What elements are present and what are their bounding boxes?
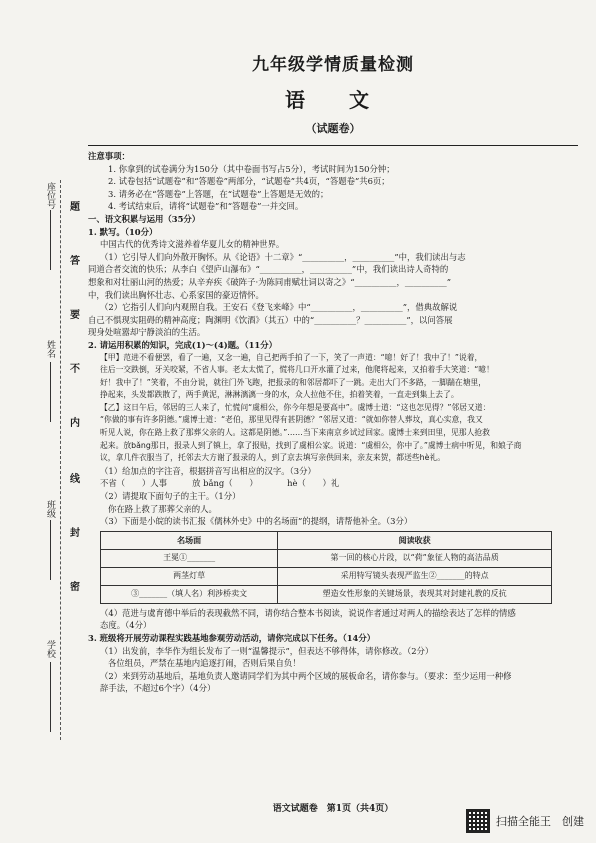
seal-char: 要 — [70, 310, 80, 321]
sub-question: （2）请提取下面句子的主干。（1分） — [100, 491, 241, 502]
notice-item: 1. 你拿到的试卷满分为150分（其中卷面书写占5分），考试时间为150分钟； — [108, 163, 395, 174]
question-1-text: （2）它指引人们向内观照自我。王安石《登飞来峰》中“__________，__________”，借典故解说 — [100, 302, 458, 313]
passage-line: 好！我中了！”笑着，不由分说，就往门外飞跑，把报录的和邻居都吓了一跳。走出大门不多路，一脚踹在塘里， — [100, 377, 487, 387]
passage-line: 起来。放bǎng那日，报录人到了镇上，拿了报贴，找到了虞相公家。说道：“虞相公，你中了。”虞博士病中听见，和娘子商 — [100, 440, 522, 450]
name-label: 姓名 — [45, 340, 55, 358]
seal-char: 题 — [70, 202, 80, 213]
scanner-label: 扫描全能王 创建 — [496, 815, 584, 828]
reading-table — [100, 531, 552, 604]
table-row — [101, 549, 552, 567]
header-rule — [88, 145, 578, 146]
question-1-text: 自己不惧现实阻碍的精神高度；陶渊明《饮酒》（其五）中的“__________？__________”，以问答展 — [88, 314, 453, 325]
passage-line: 【甲】范进不看便罢，看了一遍，又念一遍，自己把两手拍了一下，笑了一声道：“噫！好了！我中了！”说着， — [100, 352, 483, 362]
school-line — [50, 662, 51, 732]
seal-char: 答 — [70, 256, 80, 267]
binding-strip — [0, 0, 84, 843]
table-row — [101, 585, 552, 603]
passage-line: “你做的事有许多阴德。”虞博士道：“老伯，那里见得有甚阴德？”邻居又道：“就如你替人葬坟，真心实意，我又 — [100, 415, 483, 425]
sub-question: （1）给加点的字注音，根据拼音写出相应的汉字。（3分） — [100, 465, 316, 476]
sub-question: （3）下面是小皖的读书汇报《儒林外史》中的名场面”的提纲，请帮他补全。（3分） — [100, 516, 413, 527]
sub-question: 态度。（4分） — [100, 620, 152, 631]
notice-text: 各位组员，严禁在基地内追逐打闹，否则后果自负！ — [108, 658, 301, 669]
qr-code-icon — [466, 809, 490, 833]
notice-item: 4. 考试结束后，请将“试题卷”和“答题卷”一并交回。 — [108, 201, 304, 212]
notice-item: 2. 试卷包括“试题卷”和“答题卷”两部分，“试题卷”共4页，“答题卷”共6页； — [108, 176, 390, 187]
passage-line: 【乙】这日午后，邻居的三人来了，忙慌问“虞相公，你今年想是要高中”。虞博士道：“这也怎见得？”邻居又道： — [100, 402, 491, 412]
scanner-watermark — [466, 809, 584, 833]
passage-yi — [88, 402, 578, 465]
seat-number-line — [50, 210, 51, 270]
cut-line — [60, 180, 61, 740]
question-1-intro: 中国古代的优秀诗文滋养着华夏儿女的精神世界。 — [100, 239, 285, 250]
sub-question: （1）出发前，李华作为组长发布了一则“温馨提示”，但表达不够得体，请你修改。（2分） — [100, 645, 434, 656]
exam-title: 九年级学情质量检测 — [252, 55, 414, 75]
table-cell: 两茎灯草 — [101, 567, 278, 585]
class-line — [50, 520, 51, 580]
table-cell: 塑造女性形象的关键场景，表现其对封建礼教的反抗 — [278, 585, 552, 603]
passage-jia — [88, 352, 578, 402]
school-label: 学校 — [45, 640, 55, 658]
table-row — [101, 567, 552, 585]
notice-heading: 注意事项： — [88, 151, 130, 161]
exam-content — [88, 150, 578, 695]
seal-char: 封 — [70, 528, 80, 539]
question-2-head: 2. 请运用积累的知识，完成(1)～(4)题。（11分） — [88, 339, 277, 350]
sub-question: （2）来到劳动基地后，基地负责人邀请同学们为其中两个区域的展板命名，请你参与。（要求：至少运用一种修 — [100, 670, 512, 681]
seal-char: 密 — [70, 582, 80, 593]
notice-item: 3. 请务必在“答题卷”上答题，在“试题卷”上答题是无效的； — [108, 188, 329, 199]
question-1-text: 现身处喧嚣却宁静淡泊的生活。 — [88, 327, 206, 338]
seal-char: 不 — [70, 364, 80, 375]
passage-line: 听见人说，你在路上救了那葬父亲的人。这都是阴德。”……当下来南京乡试过回家。虞博士来到田里，见那人抢救 — [100, 428, 490, 438]
seat-number-label: 座位号 — [45, 182, 55, 209]
sub-question: （4）范进与虞育德中举后的表现截然不同，请你结合整本书阅读，说说作者通过对两人的描绘表达了怎样的情感 — [100, 607, 516, 618]
paper-label: （试题卷） — [305, 122, 361, 135]
table-cell: ③_______（填人名）利涉桥卖文 — [101, 585, 278, 603]
name-line — [50, 362, 51, 422]
table-cell: 第一回的核心片段，以“荷”象征人物的高洁品质 — [278, 549, 552, 567]
page-footer: 语文试题卷 第1页（共4页） — [272, 804, 394, 814]
question-1-text: 同道合者交流的快乐；从李白《望庐山瀑布》“__________，__________”中，我们读出诗人奇特的 — [88, 264, 449, 275]
table-header: 阅读收获 — [278, 531, 552, 549]
seal-char: 内 — [70, 418, 80, 429]
sentence: 你在路上救了那葬父亲的人。 — [108, 503, 217, 514]
passage-line: 议，拿几件衣服当了，托邻去大方谢了报录的人，到了京去填写亲供回来，亲友来贺，都送些hè礼。 — [100, 453, 445, 463]
table-header: 名场面 — [101, 531, 278, 549]
section-heading: 一、语文积累与运用（35分） — [88, 213, 201, 224]
question-3-head: 3. 班级将开展劳动课程实践基地参观劳动活动，请你完成以下任务。（14分） — [88, 633, 376, 643]
question-1-text: （1）它引导人们向外散开胸怀。从《论语》十二章》“__________，__________”中，我们读出与志 — [100, 251, 466, 262]
passage-line: 挣起来，头发都跌散了，两手黄泥，淋淋漓漓一身的水，众人拉他不住，拍着笑着，一直走到集上去了。 — [100, 390, 459, 400]
passage-line: 往后一交跌倒，牙关咬紧，不省人事。老太太慌了，慌将几口开水灌了过来，他爬将起来，又拍着手大笑道：“噫！ — [100, 365, 494, 375]
pinyin-fill: 不省（ ）人事 放 bǎng（ ） hè（ ）礼 — [100, 478, 340, 489]
table-header-row — [101, 531, 552, 549]
table-cell: 王冕①_______ — [101, 549, 278, 567]
question-1-head: 1. 默写。（10分） — [88, 226, 158, 237]
subject-title: 语 文 — [285, 88, 381, 112]
table-cell: 采用特写镜头表现严监生②_______的特点 — [278, 567, 552, 585]
seal-char: 线 — [70, 474, 80, 485]
sub-question: 辞手法，不超过6个字）（4分） — [100, 683, 216, 694]
class-label: 班级 — [45, 500, 55, 518]
question-1-text: 中，我们读出胸怀壮志、心系家国的豪迈情怀。 — [88, 289, 264, 300]
question-1-text: 想象和对壮丽山河的热爱；从辛弃疾《破阵子·为陈同甫赋壮词以寄之》“__________，__________” — [88, 276, 451, 287]
